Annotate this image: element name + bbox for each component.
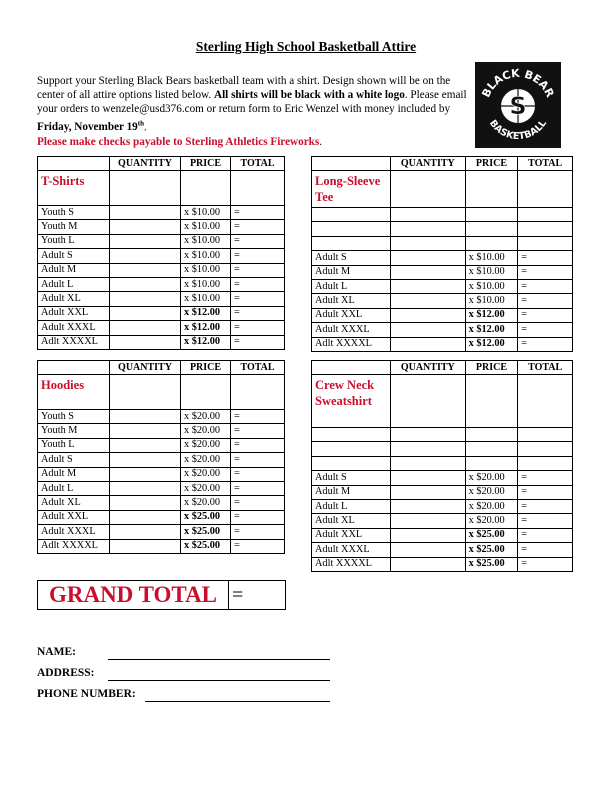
order-row: [38, 206, 285, 220]
order-row: [312, 208, 573, 222]
header-total: TOTAL: [518, 361, 573, 375]
order-row: [38, 496, 285, 510]
size-cell: Youth M: [38, 220, 110, 234]
total-input[interactable]: [518, 442, 573, 456]
size-cell: Adult XL: [312, 294, 391, 308]
size-cell: Adult XXXL: [312, 543, 391, 557]
total-input[interactable]: =: [231, 467, 285, 481]
quantity-input[interactable]: [110, 539, 181, 553]
size-cell: Adlt XXXXL: [312, 337, 391, 351]
quantity-input[interactable]: [390, 208, 465, 222]
total-input[interactable]: =: [518, 485, 573, 499]
category-total-cell: [518, 375, 573, 428]
quantity-input[interactable]: [110, 234, 181, 248]
order-row: [312, 279, 573, 293]
size-cell: Adult XXXL: [312, 323, 391, 337]
longsleeve-table: [311, 156, 573, 352]
total-input[interactable]: [518, 222, 573, 236]
header-row: [312, 361, 573, 375]
size-cell: Adult L: [312, 279, 391, 293]
header-row: [38, 157, 285, 171]
quantity-input[interactable]: [110, 525, 181, 539]
size-cell: Adult XXXL: [38, 321, 110, 335]
size-cell: Adult XXL: [312, 308, 391, 322]
price-cell: x $12.00: [181, 306, 231, 320]
total-input[interactable]: =: [231, 234, 285, 248]
size-cell: Adult M: [38, 467, 110, 481]
order-row: [38, 292, 285, 306]
total-input[interactable]: =: [518, 323, 573, 337]
order-row: [312, 265, 573, 279]
category-price-cell: [465, 375, 518, 428]
address-label: ADDRESS:: [37, 667, 95, 679]
price-cell: x $10.00: [181, 220, 231, 234]
price-cell: x $20.00: [181, 438, 231, 452]
order-row: [38, 249, 285, 263]
order-row: [312, 471, 573, 485]
category-quantity-cell: [110, 375, 181, 410]
total-input[interactable]: =: [231, 335, 285, 349]
price-cell: x $12.00: [181, 335, 231, 349]
category-row: [312, 171, 573, 208]
black-bear-basketball-logo: [475, 62, 561, 148]
quantity-input[interactable]: [110, 438, 181, 452]
size-cell: Adult XXL: [38, 306, 110, 320]
total-input[interactable]: =: [518, 557, 573, 571]
quantity-input[interactable]: [110, 453, 181, 467]
size-cell: Adlt XXXXL: [38, 539, 110, 553]
price-cell: x $20.00: [465, 471, 518, 485]
quantity-input[interactable]: [390, 514, 465, 528]
total-input[interactable]: =: [231, 206, 285, 220]
total-input[interactable]: [518, 236, 573, 250]
category-row: [312, 375, 573, 428]
order-row: [38, 525, 285, 539]
total-input[interactable]: [518, 456, 573, 470]
quantity-input[interactable]: [110, 321, 181, 335]
header-blank: [38, 157, 110, 171]
order-row: [312, 514, 573, 528]
header-quantity: QUANTITY: [390, 361, 465, 375]
header-price: PRICE: [465, 361, 518, 375]
total-input[interactable]: =: [231, 249, 285, 263]
size-cell: [312, 208, 391, 222]
header-blank: [312, 157, 391, 171]
size-cell: [312, 222, 391, 236]
price-cell: x $25.00: [465, 528, 518, 542]
total-input[interactable]: =: [518, 251, 573, 265]
quantity-input[interactable]: [390, 499, 465, 513]
order-row: [312, 308, 573, 322]
total-input[interactable]: =: [231, 306, 285, 320]
quantity-input[interactable]: [110, 249, 181, 263]
order-row: [38, 481, 285, 495]
checks-payable-text: Please make checks payable to Sterling Athletics Fireworks: [37, 135, 320, 148]
logo-bottom-text: BASKETBALL: [486, 118, 550, 143]
total-input[interactable]: =: [518, 499, 573, 513]
total-input[interactable]: [518, 208, 573, 222]
header-blank: [312, 361, 391, 375]
size-cell: Adult L: [38, 481, 110, 495]
size-cell: Adult XXL: [38, 510, 110, 524]
price-cell: x $10.00: [465, 294, 518, 308]
category-total-cell: [231, 375, 285, 410]
quantity-input[interactable]: [390, 337, 465, 351]
size-cell: Adult XL: [38, 496, 110, 510]
price-cell: x $10.00: [181, 277, 231, 291]
intro-bold-text: All shirts will be black with a white logo: [213, 89, 405, 102]
quantity-input[interactable]: [110, 496, 181, 510]
price-cell: x $10.00: [181, 263, 231, 277]
price-cell: x $10.00: [465, 265, 518, 279]
order-row: [312, 323, 573, 337]
quantity-input[interactable]: [390, 428, 465, 442]
quantity-input[interactable]: [390, 251, 465, 265]
order-row: [38, 467, 285, 481]
order-row: [38, 410, 285, 424]
checks-end: .: [319, 135, 323, 148]
order-row: [38, 438, 285, 452]
price-cell: x $10.00: [181, 234, 231, 248]
order-row: [312, 543, 573, 557]
total-input[interactable]: =: [231, 220, 285, 234]
order-row: [38, 539, 285, 553]
quantity-input[interactable]: [390, 222, 465, 236]
intro-paragraph: [37, 74, 469, 149]
order-row: [312, 428, 573, 442]
quantity-input[interactable]: [390, 557, 465, 571]
total-input[interactable]: =: [231, 496, 285, 510]
total-input[interactable]: =: [231, 525, 285, 539]
order-row: [312, 222, 573, 236]
header-total: TOTAL: [231, 157, 285, 171]
total-input[interactable]: [518, 428, 573, 442]
order-row: [38, 321, 285, 335]
total-input[interactable]: =: [518, 337, 573, 351]
price-cell: x $20.00: [465, 514, 518, 528]
order-row: [312, 485, 573, 499]
size-cell: Adult S: [38, 453, 110, 467]
price-cell: x $25.00: [465, 557, 518, 571]
logo-top-text: BLACK BEAR: [479, 66, 557, 100]
order-row: [38, 263, 285, 277]
category-label: Long-Sleeve Tee: [312, 171, 391, 208]
header-row: [312, 157, 573, 171]
category-quantity-cell: [390, 171, 465, 208]
size-cell: Adult M: [312, 265, 391, 279]
size-cell: Adlt XXXXL: [38, 335, 110, 349]
header-blank: [38, 361, 110, 375]
price-cell: x $20.00: [465, 485, 518, 499]
logo-letter: S: [509, 92, 527, 120]
order-row: [312, 337, 573, 351]
size-cell: Youth L: [38, 234, 110, 248]
quantity-input[interactable]: [110, 277, 181, 291]
total-input[interactable]: =: [518, 514, 573, 528]
quantity-input[interactable]: [110, 335, 181, 349]
phone-label: PHONE NUMBER:: [37, 688, 136, 700]
total-input[interactable]: =: [231, 277, 285, 291]
price-cell: x $20.00: [181, 496, 231, 510]
quantity-input[interactable]: [390, 236, 465, 250]
order-row: [38, 306, 285, 320]
header-price: PRICE: [181, 157, 231, 171]
price-cell: x $10.00: [181, 292, 231, 306]
total-input[interactable]: =: [518, 471, 573, 485]
quantity-input[interactable]: [110, 410, 181, 424]
size-cell: Adult S: [312, 471, 391, 485]
size-cell: Youth L: [38, 438, 110, 452]
page-title: Sterling High School Basketball Attire: [195, 39, 417, 54]
quantity-input[interactable]: [390, 543, 465, 557]
intro-text-1: Support your Sterling Black Bears basketball team with a shirt. Design shown will be on the center of all attire options listed below.: [37, 75, 451, 102]
price-cell: x $20.00: [181, 410, 231, 424]
size-cell: [312, 442, 391, 456]
crewneck-table: [311, 360, 573, 572]
total-input[interactable]: =: [518, 294, 573, 308]
order-row: [312, 442, 573, 456]
order-row: [312, 557, 573, 571]
order-row: [38, 453, 285, 467]
grand-total-label: GRAND TOTAL: [38, 581, 229, 609]
order-row: [38, 424, 285, 438]
size-cell: Adult S: [38, 249, 110, 263]
category-label: Hoodies: [38, 375, 110, 410]
size-cell: Adult M: [38, 263, 110, 277]
intro-text-2: . Please email your orders to wenzele@usd376.com or return form to Eric Wenzel with money included by: [37, 89, 467, 116]
order-row: [312, 251, 573, 265]
header-quantity: QUANTITY: [110, 157, 181, 171]
price-cell: x $12.00: [465, 323, 518, 337]
price-cell: x $20.00: [181, 453, 231, 467]
header-quantity: QUANTITY: [110, 361, 181, 375]
name-line[interactable]: [108, 659, 330, 660]
phone-line[interactable]: [145, 701, 330, 702]
order-row: [38, 277, 285, 291]
total-input[interactable]: =: [231, 410, 285, 424]
size-cell: Adult XXL: [312, 528, 391, 542]
size-cell: Adult XXXL: [38, 525, 110, 539]
quantity-input[interactable]: [390, 294, 465, 308]
total-input[interactable]: =: [518, 279, 573, 293]
order-row: [38, 510, 285, 524]
total-input[interactable]: =: [231, 292, 285, 306]
size-cell: Youth S: [38, 410, 110, 424]
quantity-input[interactable]: [110, 481, 181, 495]
quantity-input[interactable]: [110, 263, 181, 277]
price-cell: [465, 456, 518, 470]
category-price-cell: [181, 375, 231, 410]
header-quantity: QUANTITY: [390, 157, 465, 171]
header-total: TOTAL: [518, 157, 573, 171]
grand-total-field[interactable]: =: [232, 584, 244, 606]
quantity-input[interactable]: [390, 323, 465, 337]
quantity-input[interactable]: [390, 471, 465, 485]
total-input[interactable]: =: [518, 528, 573, 542]
price-cell: x $20.00: [181, 424, 231, 438]
quantity-input[interactable]: [390, 485, 465, 499]
quantity-input[interactable]: [390, 265, 465, 279]
price-cell: x $25.00: [181, 539, 231, 553]
price-cell: x $10.00: [465, 251, 518, 265]
size-cell: Adult L: [38, 277, 110, 291]
address-line[interactable]: [108, 680, 330, 681]
quantity-input[interactable]: [390, 279, 465, 293]
size-cell: Adlt XXXXL: [312, 557, 391, 571]
total-input[interactable]: =: [518, 308, 573, 322]
price-cell: x $12.00: [181, 321, 231, 335]
total-input[interactable]: =: [231, 438, 285, 452]
category-quantity-cell: [110, 171, 181, 206]
size-cell: [312, 456, 391, 470]
total-input[interactable]: =: [518, 543, 573, 557]
total-input[interactable]: =: [231, 263, 285, 277]
price-cell: x $25.00: [465, 543, 518, 557]
price-cell: [465, 428, 518, 442]
price-cell: [465, 442, 518, 456]
order-row: [312, 236, 573, 250]
quantity-input[interactable]: [110, 292, 181, 306]
price-cell: x $25.00: [181, 525, 231, 539]
quantity-input[interactable]: [390, 442, 465, 456]
size-cell: Adult M: [312, 485, 391, 499]
order-row: [38, 234, 285, 248]
size-cell: [312, 428, 391, 442]
header-row: [38, 361, 285, 375]
order-row: [38, 220, 285, 234]
quantity-input[interactable]: [390, 308, 465, 322]
grand-total-box: [37, 580, 286, 610]
total-input[interactable]: =: [231, 510, 285, 524]
price-cell: x $10.00: [465, 279, 518, 293]
size-cell: Adult L: [312, 499, 391, 513]
order-row: [312, 499, 573, 513]
price-cell: x $25.00: [181, 510, 231, 524]
size-cell: Youth M: [38, 424, 110, 438]
deadline-text: Friday, November 19: [37, 121, 138, 134]
hoodies-table: [37, 360, 285, 554]
category-quantity-cell: [390, 375, 465, 428]
name-label: NAME:: [37, 646, 76, 658]
quantity-input[interactable]: [110, 467, 181, 481]
price-cell: x $10.00: [181, 206, 231, 220]
order-row: [312, 294, 573, 308]
category-row: [38, 375, 285, 410]
category-price-cell: [465, 171, 518, 208]
size-cell: Youth S: [38, 206, 110, 220]
quantity-input[interactable]: [110, 220, 181, 234]
size-cell: Adult XL: [38, 292, 110, 306]
price-cell: x $20.00: [465, 499, 518, 513]
total-input[interactable]: =: [231, 453, 285, 467]
quantity-input[interactable]: [390, 528, 465, 542]
price-cell: [465, 208, 518, 222]
price-cell: [465, 236, 518, 250]
size-cell: [312, 236, 391, 250]
price-cell: x $10.00: [181, 249, 231, 263]
category-label: Crew Neck Sweatshirt: [312, 375, 391, 428]
total-input[interactable]: =: [231, 539, 285, 553]
price-cell: x $20.00: [181, 467, 231, 481]
price-cell: x $20.00: [181, 481, 231, 495]
category-label: T-Shirts: [38, 171, 110, 206]
price-cell: x $12.00: [465, 308, 518, 322]
header-price: PRICE: [181, 361, 231, 375]
tshirts-table: [37, 156, 285, 350]
size-cell: Adult S: [312, 251, 391, 265]
price-cell: x $12.00: [465, 337, 518, 351]
total-input[interactable]: =: [231, 481, 285, 495]
intro-text-3: .: [144, 121, 147, 134]
category-price-cell: [181, 171, 231, 206]
order-row: [312, 528, 573, 542]
quantity-input[interactable]: [110, 206, 181, 220]
quantity-input[interactable]: [390, 456, 465, 470]
header-total: TOTAL: [231, 361, 285, 375]
logo-graphic: [475, 62, 561, 148]
quantity-input[interactable]: [110, 510, 181, 524]
total-input[interactable]: =: [518, 265, 573, 279]
total-input[interactable]: =: [231, 424, 285, 438]
total-input[interactable]: =: [231, 321, 285, 335]
price-cell: [465, 222, 518, 236]
header-price: PRICE: [465, 157, 518, 171]
order-row: [38, 335, 285, 349]
category-total-cell: [231, 171, 285, 206]
category-row: [38, 171, 285, 206]
quantity-input[interactable]: [110, 306, 181, 320]
size-cell: Adult XL: [312, 514, 391, 528]
deadline-sup: th: [137, 119, 145, 128]
category-total-cell: [518, 171, 573, 208]
quantity-input[interactable]: [110, 424, 181, 438]
order-row: [312, 456, 573, 470]
